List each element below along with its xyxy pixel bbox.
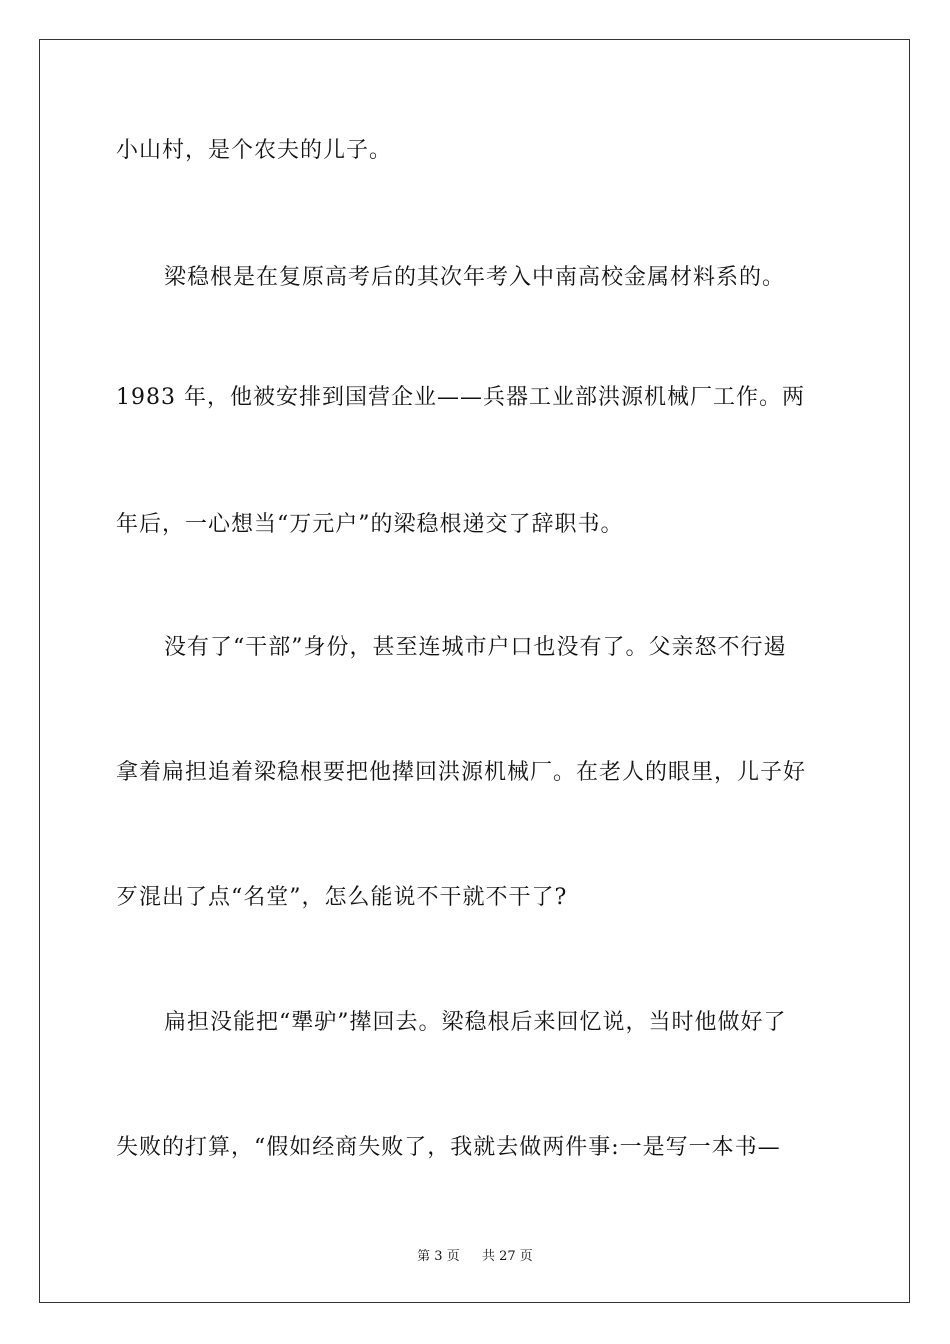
text-line-6: 拿着扁担追着梁稳根要把他撵回洪源机械厂。在老人的眼里，儿子好 (116, 760, 807, 785)
text-line-3: 1983 年，他被安排到国营企业——兵器工业部洪源机械厂工作。两 (116, 385, 805, 410)
text-line-9: 失败的打算，“假如经商失败了，我就去做两件事:一是写一本书— (116, 1135, 781, 1160)
text-line-4: 年后，一心想当“万元户”的梁稳根递交了辞职书。 (116, 512, 624, 537)
text-line-2: 梁稳根是在复原高考后的其次年考入中南高校金属材料系的。 (164, 265, 786, 290)
total-pages: 共 27 页 (482, 1249, 533, 1264)
text-line-8: 扁担没能把“犟驴”撵回去。梁稳根后来回忆说，当时他做好了 (164, 1010, 787, 1035)
text-line-1: 小山村，是个农夫的儿子。 (116, 138, 393, 163)
text-line-5: 没有了“干部”身份，甚至连城市户口也没有了。父亲怒不行遏 (164, 635, 787, 660)
page-border (39, 39, 910, 1303)
text-line-7: 歹混出了点“名堂”，怎么能说不干就不干了? (116, 885, 568, 910)
page-number: 第 3 页 (417, 1249, 460, 1264)
page-footer (0, 1248, 950, 1266)
